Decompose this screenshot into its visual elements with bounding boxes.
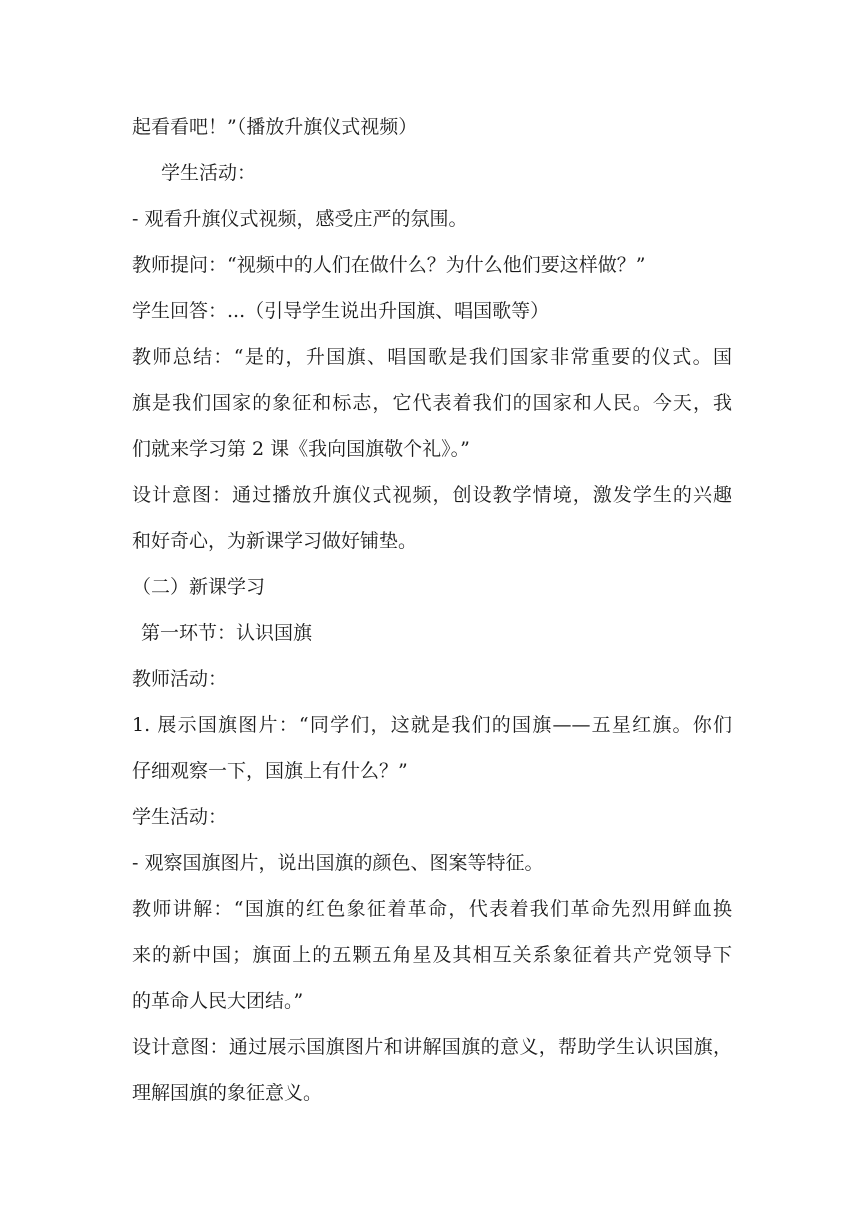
paragraph-line: 设计意图：通过播放升旗仪式视频，创设教学情境，激发学生的兴趣 [132, 484, 732, 506]
paragraph-line: 理解国旗的象征意义。 [132, 1082, 323, 1104]
paragraph-line: 起看看吧！”（播放升旗仪式视频） [132, 116, 418, 138]
paragraph-line: - 观察国旗图片，说出国旗的颜色、图案等特征。 [132, 852, 544, 874]
paragraph-line: 教师总结：“是的，升国旗、唱国歌是我们国家非常重要的仪式。国 [132, 346, 732, 368]
paragraph-line: 来的新中国；旗面上的五颗五角星及其相互关系象征着共产党领导下 [132, 944, 732, 966]
paragraph-line: 教师活动： [132, 668, 228, 690]
paragraph-line: 教师提问：“视频中的人们在做什么？为什么他们要这样做？” [132, 254, 646, 276]
subsection-heading: 第一环节：认识国旗 [141, 622, 313, 644]
paragraph-line: 的革命人民大团结。” [132, 990, 304, 1012]
paragraph-line: - 观看升旗仪式视频，感受庄严的氛围。 [132, 208, 468, 230]
paragraph-line: 学生活动： [132, 806, 228, 828]
paragraph-line: 仔细观察一下，国旗上有什么？” [132, 760, 408, 782]
paragraph-line: 们就来学习第 2 课《我向国旗敬个礼》。” [132, 438, 470, 460]
paragraph-line: 旗是我们国家的象征和标志，它代表着我们的国家和人民。今天，我 [132, 392, 732, 414]
section-label: 学生活动： [161, 162, 257, 184]
paragraph-line: 1. 展示国旗图片：“同学们，这就是我们的国旗——五星红旗。你们 [132, 714, 732, 736]
section-heading: （二）新课学习 [132, 576, 266, 598]
paragraph-line: 学生回答：...（引导学生说出升国旗、唱国歌等） [132, 300, 550, 322]
paragraph-line: 和好奇心，为新课学习做好铺垫。 [132, 530, 418, 552]
paragraph-line: 设计意图：通过展示国旗图片和讲解国旗的意义，帮助学生认识国旗， [132, 1036, 732, 1058]
paragraph-line: 教师讲解：“国旗的红色象征着革命，代表着我们革命先烈用鲜血换 [132, 898, 732, 920]
